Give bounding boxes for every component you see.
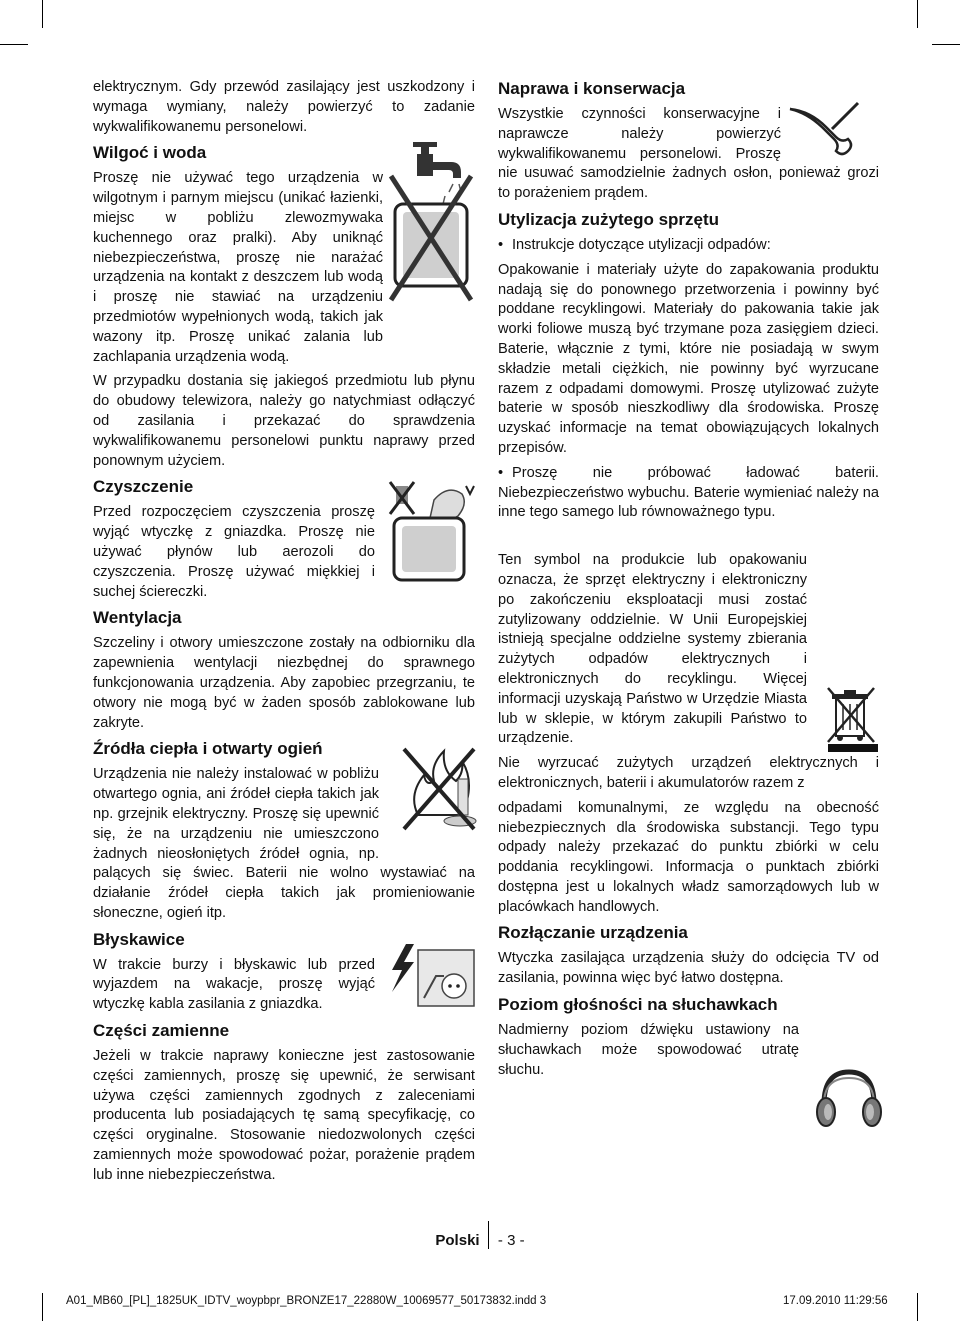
cleaning-text: Przed rozpoczęciem czyszczenia proszę wyjąć wtyczkę z gniazdka. Proszę nie używać płynów lub aerozoli do czyszczenia. Proszę używać miękkiej i suchej ściereczki. (93, 504, 375, 600)
language-label: Polski (435, 1232, 480, 1249)
heat-text: Urządzenia nie należy instalować w pobliżu otwartego ognia, ani źródeł ciepła takich jak np. grzejnik elektryczny. Proszę się upewnić się, że na urządzeniu nie umieszczono żadnych nieosłoniętych źródeł ognia, np. palących się świec. Baterii nie wolno wystawiać na działanie źródeł ciepła takich jak promieniowanie słoneczne, ogień itp. (93, 766, 475, 921)
crop-mark (42, 1293, 43, 1321)
headphones-text: Nadmierny poziom dźwięku ustawiony na słuchawkach może spowodować utratę słuchu. (498, 1022, 799, 1078)
right-column (498, 78, 879, 1091)
heading-disposal: Utylizacja zużytego sprzętu (498, 209, 720, 229)
heading-headphones: Poziom głośności na słuchawkach (498, 995, 778, 1015)
weee-text: Ten symbol na produkcie lub opakowaniu oznacza, że sprzęt elektryczny i elektroniczny po zakończeniu eksploatacji musi zostać zutylizowany oddzielnie. W Unii Europejskiej istnieją specjalne oddzielne systemy zbierania zużytych odpadów elektrycznych i elektronicznych do recyklingu. Więcej informacji uzyskają Państwo w Urzędzie Miasta lub w sklepie, w którym zakupili Państwo to urządzenie. (498, 552, 807, 747)
spare-parts-paragraph: Jeżeli w trakcie naprawy konieczne jest zastosowanie części zamiennych, proszę się upewnić, że serwisant używa części zamiennych zgodnych z zaleceniami producenta lub posiadających tę samą specyfikację, co części oryginalne. Stosowanie niedozwolonych części zamiennych może spowodować pożar, porażenie prądem lub inne niebezpieczeństwa. (93, 1048, 475, 1183)
crop-mark (932, 44, 960, 45)
ventilation-paragraph: Szczeliny i otwory umieszczone zostały na odbiorniku dla zapewnienia wentylacji niezbędnej do sprawnego funkcjonowania urządzenia. Aby zapobiec przegrzaniu, te otwory nie mogą być w żaden sposób zablokowane lub zakryte. (93, 635, 475, 731)
heading-spare-parts: Części zamienne (93, 1021, 230, 1041)
heading-ventilation: Wentylacja (93, 608, 182, 628)
intro-paragraph: elektrycznym. Gdy przewód zasilający jest uszkodzony i wymaga wymiany, należy powierzyć to zadanie wykwalifikowanemu personelowi. (93, 79, 475, 135)
date-slug: 17.09.2010 11:29:56 (783, 1295, 888, 1307)
heading-disconnect: Rozłączanie urządzenia (498, 923, 688, 943)
heading-heat-sources: Źródła ciepła i otwarty ogień (93, 739, 323, 759)
lightning-text: W trakcie burzy i błyskawic lub przed wyjazdem na wakacje, proszę wyjąć wtyczkę kabla zasilania z gniazdka. (93, 956, 375, 1013)
disposal-bullet-1: • Instrukcje dotyczące utylizacji odpadów: (498, 236, 879, 256)
weee-paragraph-2: Nie wyrzucać zużytych urządzeń elektrycznych i elektronicznych, baterii i akumulatorów razem z (498, 755, 879, 791)
liquid-paragraph: W przypadku dostania się jakiegoś przedmiotu lub płynu do obudowy telewizora, należy go natychmiast odłączyć od zasilania i przekazać do sprawdzenia wykwalifikowanemu personelowi punktu naprawy przed ponownym użyciem. (93, 373, 475, 469)
headphones-icon (814, 1066, 884, 1132)
screwdriver-no-icon (786, 99, 862, 159)
lightning-socket-icon (388, 942, 480, 1012)
heading-cleaning: Czyszczenie (93, 477, 194, 497)
crossed-bin-icon (822, 680, 882, 758)
page-number: - 3 - (497, 1232, 525, 1249)
no-fire-icon (398, 745, 480, 833)
crop-mark (917, 1293, 918, 1321)
crop-mark (42, 0, 43, 28)
heading-lightning: Błyskawice (93, 929, 185, 949)
repair-text: Wszystkie czynności konserwacyjne i naprawcze należy powierzyć wykwalifikowanemu personelowi. Proszę nie usuwać samodzielnie żadnych osłon, ponieważ grozi to porażeniem prądem. (498, 106, 879, 202)
disposal-paragraph: Opakowanie i materiały użyte do zapakowania produktu nadają się do ponownego przetworzenia i powinny być poddane recyklingowi. Materiały do pakowania takie jak worki foliowe muszą być trzymane poza zasięgiem dzieci. Baterie, włącznie z tymi, które nie posiadają w swym składzie metali ciężkich, nie powinny być wyrzucane razem z odpadami domowymi. Proszę utylizować zużyte baterie w sposób nieszkodliwy dla środowiska. Proszę uzyskać informacje na temat obowiązujących lokalnych przepisów. (498, 261, 879, 456)
cleaning-icon (388, 478, 476, 586)
disposal-bullet-2: • Proszę nie próbować ładować baterii. Niebezpieczeństwo wybuchu. Baterie wymieniać należy na inne tego samego lub równoważnego typu. (498, 464, 879, 523)
crop-mark (917, 0, 918, 28)
crop-mark (0, 44, 28, 45)
heading-moisture: Wilgoć i woda (93, 143, 207, 163)
weee-paragraph-3: odpadami komunalnymi, ze względu na obecność niebezpiecznych dla środowiska substancji. Tego typu odpady należy przekazać do punktu zbiórki w celu poddania recyklingowi. Informacja o punktach zbiórki dostępna jest u lokalnych władz samorządowych lub w placówkach handlowych. (498, 799, 879, 915)
page-footer (0, 1232, 960, 1249)
disconnect-paragraph: Wtyczka zasilająca urządzenia służy do odcięcia TV od zasilania, powinna więc być łatwo dostępna. (498, 950, 879, 987)
file-slug: A01_MB60_[PL]_1825UK_IDTV_woypbpr_BRONZE17_22880W_10069577_50173832.indd 3 (66, 1295, 547, 1307)
heading-repair: Naprawa i konserwacja (498, 79, 686, 98)
no-water-icon (387, 134, 475, 304)
moisture-text: Proszę nie używać tego urządzenia w wilgotnym i parnym miejscu (unikać łazienki, miejsc w pobliżu zlewozmywaka kuchennego oraz pralki). Aby uniknąć niebezpieczeństwa, proszę nie narażać urządzenia na kontakt z deszczem lub wodą i proszę nie stawiać na urządzeniu przedmiotów wypełnionych wodą, takich jak wazony itp. Proszę unikać zalania lub zachlapania urządzenia wodą. (93, 170, 383, 365)
